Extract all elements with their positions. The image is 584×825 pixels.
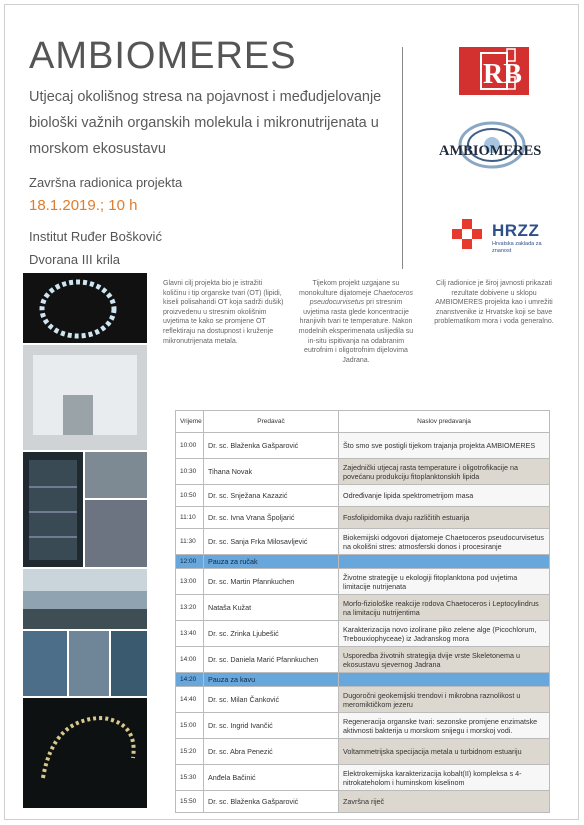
schedule-break-label: Pauza za kavu bbox=[204, 673, 339, 687]
schedule-time: 12:00 bbox=[176, 555, 204, 569]
schedule-topic: Regeneracija organske tvari: sezonske promjene enzimatske aktivnosti bakterija u morskom snijegu i morskoj vodi. bbox=[339, 713, 550, 739]
intro-workshop-goal: Cilj radionice je široj javnosti prikazati rezultate dobivene u sklopu AMBIOMERES projekta kao i umrežiti znanstvenike iz Hrvatske koji se bave problematikom mora i voda generalno. bbox=[434, 280, 554, 326]
photo-strip bbox=[23, 273, 147, 808]
schedule-header-row bbox=[176, 411, 550, 433]
header-time: Vrijeme bbox=[176, 411, 204, 433]
schedule-topic: Fosfolipidomika dvaju različitih estuarija bbox=[339, 507, 550, 529]
photo-boat-2 bbox=[69, 631, 109, 696]
schedule-speaker: Dr. sc. Blaženka Gašparović bbox=[204, 433, 339, 459]
photo-lab-cabinet bbox=[23, 345, 147, 450]
schedule-topic: Usporedba životnih strategija dvije vrste Skeletonema u ekosustavu sjevernog Jadrana bbox=[339, 647, 550, 673]
schedule-topic: Karakterizacija novo izolirane piko zelene alge (Picochlorum, Trebouxiophyceae) iz Jadranskog mora bbox=[339, 621, 550, 647]
poster bbox=[4, 4, 579, 820]
schedule-row bbox=[176, 687, 550, 713]
schedule-time: 14:40 bbox=[176, 687, 204, 713]
schedule-speaker: Nataša Kužat bbox=[204, 595, 339, 621]
schedule-time: 11:10 bbox=[176, 507, 204, 529]
schedule-break-label: Pauza za ručak bbox=[204, 555, 339, 569]
schedule-time: 15:20 bbox=[176, 739, 204, 765]
rb-logo bbox=[459, 47, 529, 95]
schedule-topic: Dugoročni geokemijski trendovi i mikrobna raznolikost u meromiktičkom jezeru bbox=[339, 687, 550, 713]
intro-goal: Glavni cilj projekta bio je istražiti količinu i tip organske tvari (OT) (lipidi, kiseli polisaharidi OT koja sadrži dušik) proizvedenu u stresnim okolišnim uvjetima te kako se promjene OT reflektiraju na dostupnost i kruženje mikronutrijenata metala. bbox=[163, 280, 284, 345]
schedule-speaker: Dr. sc. Sanja Frka Milosavljević bbox=[204, 529, 339, 555]
schedule-topic bbox=[339, 555, 550, 569]
schedule-row bbox=[176, 459, 550, 485]
event-datetime: 18.1.2019.; 10 h bbox=[29, 197, 138, 214]
hrzz-checker-icon bbox=[452, 219, 482, 249]
photo-lab-work bbox=[85, 452, 147, 498]
schedule-row bbox=[176, 621, 550, 647]
schedule-speaker: Dr. sc. Blaženka Gašparović bbox=[204, 791, 339, 813]
ambiomeres-logo bbox=[435, 115, 550, 185]
schedule-row bbox=[176, 713, 550, 739]
schedule-speaker: Dr. sc. Snježana Kazazić bbox=[204, 485, 339, 507]
schedule-topic: Što smo sve postigli tijekom trajanja projekta AMBIOMERES bbox=[339, 433, 550, 459]
header-topic: Naslov predavanja bbox=[339, 411, 550, 433]
ambiomeres-logo-text: AMBIOMERES bbox=[439, 143, 542, 159]
header-divider bbox=[402, 47, 403, 269]
schedule-time: 13:40 bbox=[176, 621, 204, 647]
schedule-row bbox=[176, 765, 550, 791]
schedule-topic: Životne strategije u ekologiji fitoplanktona pod uvjetima limitacije nutrijenata bbox=[339, 569, 550, 595]
schedule-time: 13:20 bbox=[176, 595, 204, 621]
photo-diatom-ring bbox=[23, 273, 147, 343]
schedule-row bbox=[176, 507, 550, 529]
schedule-topic: Zajednički utjecaj rasta temperature i oligotrofikacije na povećanu produkciju fitoplanktonskih lipida bbox=[339, 459, 550, 485]
header-speaker: Predavač bbox=[204, 411, 339, 433]
photo-diatom-chain bbox=[23, 698, 147, 808]
schedule-break-row bbox=[176, 673, 550, 687]
schedule-speaker: Tihana Novak bbox=[204, 459, 339, 485]
intro-project bbox=[296, 279, 416, 365]
photo-researcher bbox=[85, 500, 147, 567]
schedule-speaker: Anđela Bačinić bbox=[204, 765, 339, 791]
schedule-time: 11:30 bbox=[176, 529, 204, 555]
schedule-row bbox=[176, 595, 550, 621]
schedule-row bbox=[176, 485, 550, 507]
rb-letters: RB bbox=[483, 59, 522, 90]
schedule-time: 14:00 bbox=[176, 647, 204, 673]
event-label: Završna radionica projekta bbox=[29, 175, 183, 190]
schedule-time: 13:00 bbox=[176, 569, 204, 595]
schedule-topic: Biokemijski odgovori dijatomeje Chaetoceros pseudocurvisetus na okolišni stres: atmosferski donos i procesiranje bbox=[339, 529, 550, 555]
schedule-speaker: Dr. sc. Milan Čanković bbox=[204, 687, 339, 713]
schedule-table bbox=[175, 410, 550, 813]
schedule-speaker: Dr. sc. Ivna Vrana Špoljarić bbox=[204, 507, 339, 529]
schedule-time: 10:30 bbox=[176, 459, 204, 485]
schedule-topic: Morfo-fiziološke reakcije rodova Chaetoceros i Leptocylindrus na limitaciju nutrijentima bbox=[339, 595, 550, 621]
schedule-speaker: Dr. sc. Martin Pfannkuchen bbox=[204, 569, 339, 595]
hrzz-name: HRZZ bbox=[492, 221, 540, 240]
event-institute: Institut Ruđer Bošković bbox=[29, 229, 162, 244]
schedule-time: 10:50 bbox=[176, 485, 204, 507]
schedule-row bbox=[176, 647, 550, 673]
schedule-speaker: Dr. sc. Ingrid Ivančić bbox=[204, 713, 339, 739]
photo-incubator bbox=[23, 452, 83, 567]
poster-subtitle: Utjecaj okolišnog stresa na pojavnost i međudjelovanje biološki važnih organskih molekula i mikronutrijenata u morskom ekosustavu bbox=[29, 89, 382, 157]
schedule-break-row bbox=[176, 555, 550, 569]
schedule-topic: Voltammetrijska specijacija metala u turbidnom estuariju bbox=[339, 739, 550, 765]
schedule-time: 15:00 bbox=[176, 713, 204, 739]
schedule-speaker: Dr. sc. Zrinka Ljubešić bbox=[204, 621, 339, 647]
intro-project-species: Chaetoceros pseudocurvisetus bbox=[309, 289, 414, 307]
schedule-speaker: Dr. sc. Daniela Marić Pfannkuchen bbox=[204, 647, 339, 673]
photo-boat-1 bbox=[23, 631, 67, 696]
schedule-topic: Elektrokemijska karakterizacija kobalt(II) kompleksa s 4-nitrokateholom i huminskom kiselinom bbox=[339, 765, 550, 791]
schedule-row bbox=[176, 791, 550, 813]
schedule-topic: Određivanje lipida spektrometrijom masa bbox=[339, 485, 550, 507]
schedule-speaker: Dr. sc. Abra Penezić bbox=[204, 739, 339, 765]
schedule-row bbox=[176, 569, 550, 595]
schedule-time: 15:30 bbox=[176, 765, 204, 791]
intro-project-pre: Tijekom projekt uzgajane su monokulture dijatomeje bbox=[298, 280, 400, 297]
schedule-row bbox=[176, 739, 550, 765]
schedule-row bbox=[176, 529, 550, 555]
hrzz-subtitle: Hrvatska zaklada za znanost bbox=[492, 241, 542, 254]
photo-sea-sampling bbox=[23, 569, 147, 629]
schedule-time: 15:50 bbox=[176, 791, 204, 813]
schedule-topic bbox=[339, 673, 550, 687]
schedule-topic: Završna riječ bbox=[339, 791, 550, 813]
photo-boat-3 bbox=[111, 631, 147, 696]
schedule-time: 14:20 bbox=[176, 673, 204, 687]
event-room: Dvorana III krila bbox=[29, 252, 121, 267]
poster-title: AMBIOMERES bbox=[29, 35, 297, 77]
schedule-time: 10:00 bbox=[176, 433, 204, 459]
intro-project-post: pri stresnim uvjetima rasta glede koncentracije hranjivih tvari te temperature. Nakon modelnih eksperimenata uslijedila su in-situ ispitivanja na odabranim eutrofnim i oligotrofnim dijelovima Jadrana. bbox=[298, 299, 414, 364]
schedule-row bbox=[176, 433, 550, 459]
